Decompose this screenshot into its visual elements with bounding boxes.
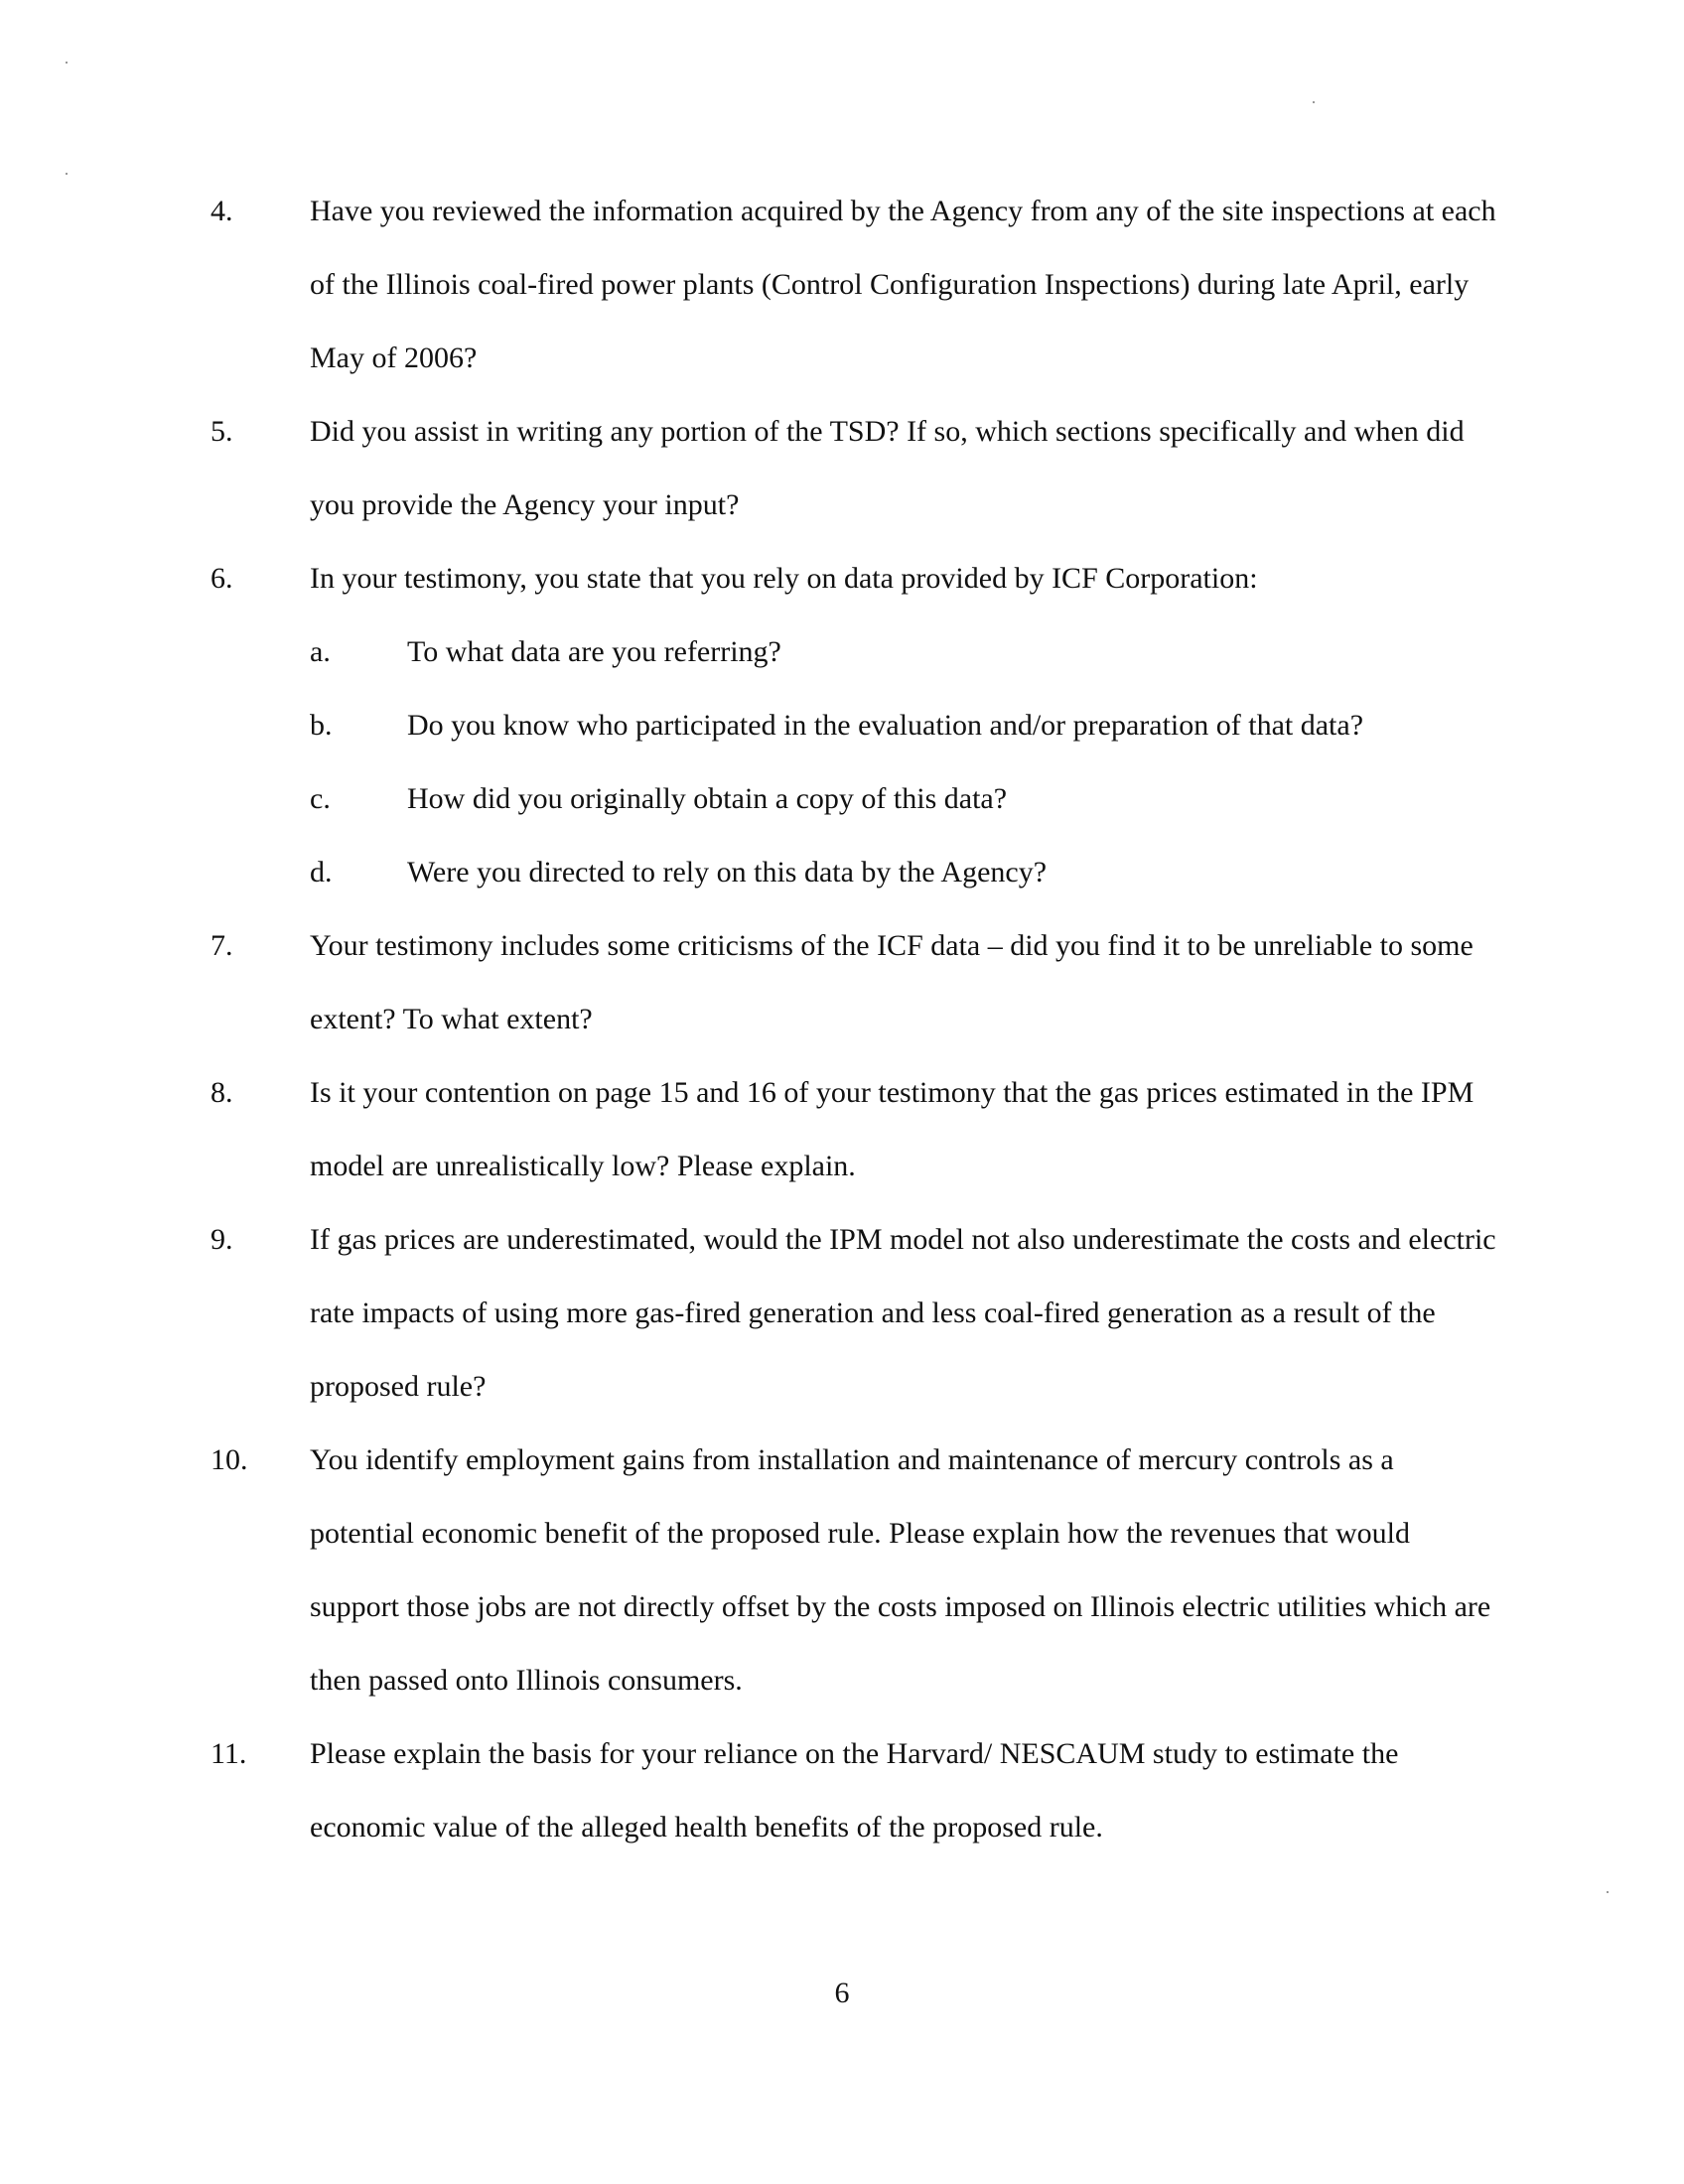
subitem-letter: a. <box>310 635 331 668</box>
question-number: 11. <box>210 1737 247 1770</box>
question-text: In your testimony, you state that you rely on data provided by ICF Corporation: <box>310 562 1258 595</box>
scan-speck <box>1313 101 1315 103</box>
question-text: If gas prices are underestimated, would the IPM model not also underestimate the costs and electric rate impacts of using more gas-fired generation and less coal-fired generation as a result of the proposed rule? <box>310 1223 1496 1403</box>
question-number: 5. <box>210 415 233 448</box>
question-number: 8. <box>210 1076 233 1109</box>
subitem-text: To what data are you referring? <box>407 635 781 668</box>
scan-speck <box>66 173 68 175</box>
question-number: 4. <box>210 195 233 227</box>
question-text: You identify employment gains from installation and maintenance of mercury controls as a potential economic benefit of the proposed rule. Please explain how the revenues that would support those jobs are not directly offset by the costs imposed on Illinois electric utilities which are then passed onto Illinois consumers. <box>310 1443 1491 1697</box>
question-number: 6. <box>210 562 233 595</box>
subitem-text: Do you know who participated in the evaluation and/or preparation of that data? <box>407 709 1364 742</box>
question-number: 10. <box>210 1443 248 1476</box>
question-text: Have you reviewed the information acquired by the Agency from any of the site inspections at each of the Illinois coal-fired power plants (Control Configuration Inspections) during late April, early May of 2006? <box>310 195 1496 374</box>
question-text: Did you assist in writing any portion of the TSD? If so, which sections specifically and when did you provide the Agency your input? <box>310 415 1465 521</box>
page-number: 6 <box>834 1977 850 2009</box>
scan-speck <box>1607 1891 1609 1893</box>
subitem-letter: c. <box>310 782 331 815</box>
scan-speck <box>66 62 68 64</box>
subitem-letter: b. <box>310 709 333 742</box>
question-text: Is it your contention on page 15 and 16 of your testimony that the gas prices estimated in the IPM model are unrealistically low? Please explain. <box>310 1076 1474 1182</box>
subitem-text: How did you originally obtain a copy of this data? <box>407 782 1008 815</box>
subitem-letter: d. <box>310 856 333 888</box>
question-number: 9. <box>210 1223 233 1256</box>
question-text: Your testimony includes some criticisms of the ICF data – did you find it to be unreliable to some extent? To what extent? <box>310 929 1474 1035</box>
subitem-text: Were you directed to rely on this data by the Agency? <box>407 856 1048 888</box>
question-text: Please explain the basis for your reliance on the Harvard/ NESCAUM study to estimate the economic value of the alleged health benefits of the proposed rule. <box>310 1737 1399 1843</box>
question-number: 7. <box>210 929 233 962</box>
